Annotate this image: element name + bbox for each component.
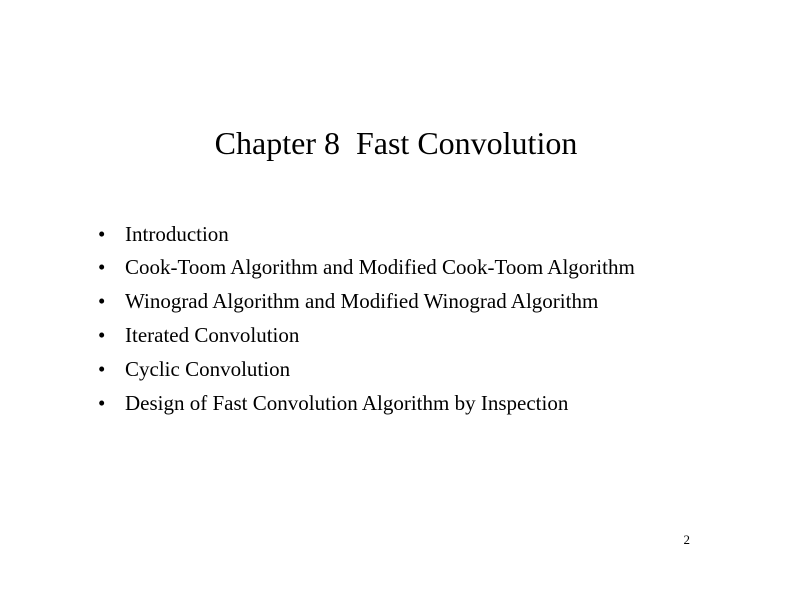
bullet-icon: •: [98, 323, 106, 347]
bullet-text: Cyclic Convolution: [125, 357, 291, 381]
bullet-icon: •: [98, 222, 106, 246]
bullet-icon: •: [98, 391, 106, 415]
bullet-item-winograd: [98, 285, 718, 317]
slide-title: Chapter 8 Fast Convolution: [214, 125, 578, 161]
bullet-text: Iterated Convolution: [125, 323, 300, 347]
bullet-icon: •: [98, 289, 106, 313]
bullet-item-cook-toom: [98, 252, 718, 283]
bullet-list: [98, 218, 718, 421]
bullet-item-design-by-inspection: [98, 387, 718, 419]
page-number: 2: [683, 532, 690, 547]
bullet-item-cyclic-convolution: [98, 353, 718, 385]
bullet-text: Cook-Toom Algorithm and Modified Cook-Toom Algorithm: [125, 255, 635, 279]
bullet-text: Design of Fast Convolution Algorithm by Inspection: [125, 391, 569, 415]
bullet-text: Winograd Algorithm and Modified Winograd Algorithm: [125, 289, 599, 313]
bullet-item-iterated-convolution: [98, 319, 718, 351]
bullet-icon: •: [98, 357, 106, 381]
bullet-text: Introduction: [125, 222, 229, 246]
bullet-item-introduction: [98, 218, 718, 250]
bullet-icon: •: [98, 255, 106, 279]
